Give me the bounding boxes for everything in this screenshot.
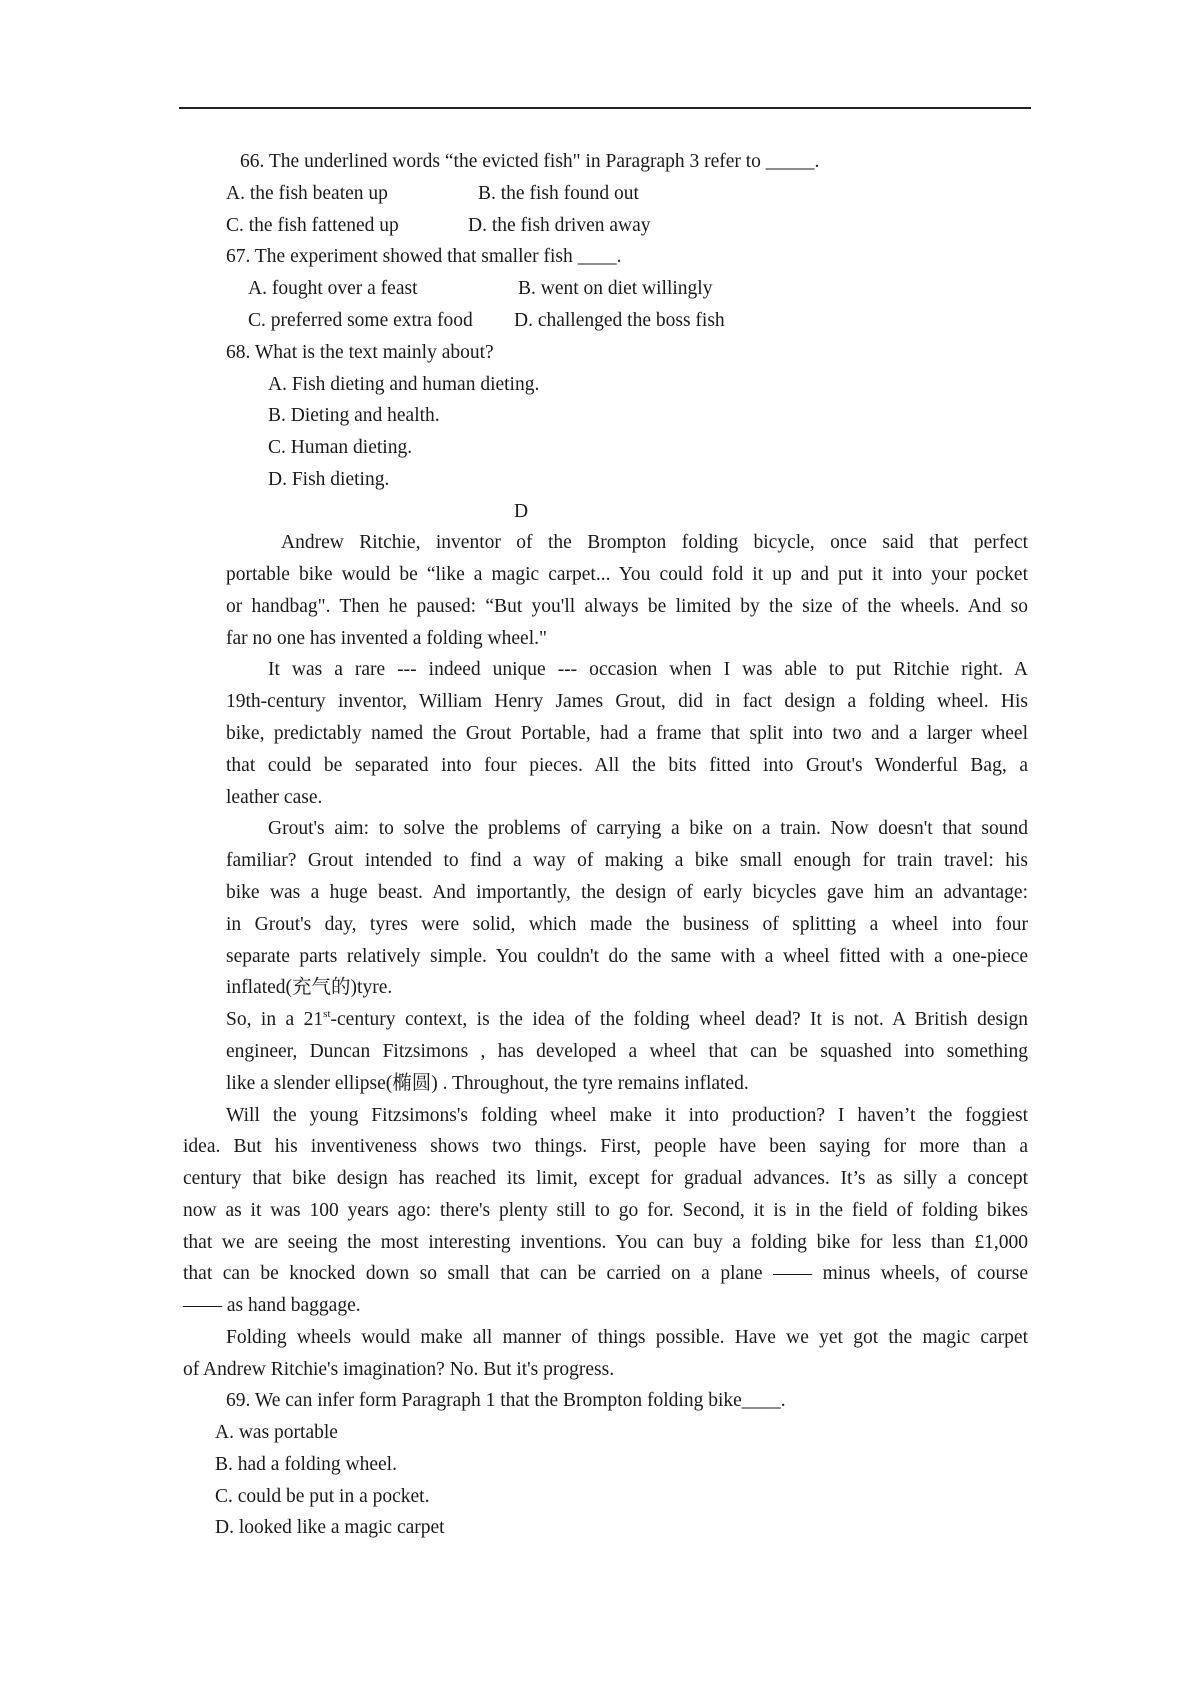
paragraph-5-line: —— as hand baggage. (183, 1295, 361, 1316)
paragraph-1-line: or handbag". Then he paused: “But you'll always be limited by the size of the wheels. And so (226, 596, 1028, 617)
paragraph-6-line: of Andrew Ritchie's imagination? No. But it's progress. (183, 1359, 615, 1380)
paragraph-4-line (226, 1008, 1028, 1032)
paragraph-5-line: that can be knocked down so small that can be carried on a plane —— minus wheels, of course (183, 1263, 1028, 1284)
paragraph-3-line: Grout's aim: to solve the problems of carrying a bike on a train. Now doesn't that sound (268, 818, 1028, 839)
paragraph-5-line: idea. But his inventiveness shows two things. First, people have been saying for more than a (183, 1136, 1028, 1157)
paragraph-2-line: It was a rare --- indeed unique --- occasion when I was able to put Ritchie right. A (268, 659, 1028, 680)
question-69-option-c: C. could be put in a pocket. (215, 1486, 430, 1507)
question-66-option-a: A. the fish beaten up (226, 183, 388, 204)
superscript-st: st (323, 1008, 331, 1020)
question-66-option-d: D. the fish driven away (468, 215, 651, 236)
paragraph-3-line: familiar? Grout intended to find a way of making a bike small enough for train travel: his (226, 850, 1028, 871)
paragraph-2-line: 19th-century inventor, William Henry James Grout, did in fact design a folding wheel. His (226, 691, 1028, 712)
question-66-stem: 66. The underlined words “the evicted fish" in Paragraph 3 refer to _____. (240, 151, 820, 172)
question-69-option-b: B. had a folding wheel. (215, 1454, 397, 1475)
paragraph-1-line: Andrew Ritchie, inventor of the Brompton folding bicycle, once said that perfect (281, 532, 1028, 553)
paragraph-3-line: bike was a huge beast. And importantly, the design of early bicycles gave him an advantage: (226, 882, 1028, 903)
paragraph-4-start: So, in a 21 (226, 1009, 324, 1030)
paragraph-5-line: Will the young Fitzsimons's folding wheel make it into production? I haven’t the foggiest (226, 1105, 1028, 1126)
paragraph-2-line: bike, predictably named the Grout Portable, had a frame that split into two and a larger wheel (226, 723, 1028, 744)
paragraph-3-line: in Grout's day, tyres were solid, which made the business of splitting a wheel into four (226, 914, 1028, 935)
question-69-stem: 69. We can infer form Paragraph 1 that the Brompton folding bike____. (226, 1390, 786, 1411)
paragraph-1-line: far no one has invented a folding wheel." (226, 628, 547, 649)
paragraph-2-line: leather case. (226, 787, 323, 808)
paragraph-4-rest: -century context, is the idea of the folding wheel dead? It is not. A British design (330, 1009, 1028, 1030)
question-66-option-c: C. the fish fattened up (226, 215, 399, 236)
paragraph-5-line: century that bike design has reached its limit, except for gradual advances. It’s as silly a concept (183, 1168, 1028, 1189)
header-rule (179, 107, 1031, 109)
paragraph-1-line: portable bike would be “like a magic carpet... You could fold it up and put it into your pocket (226, 564, 1028, 585)
question-68-option-d: D. Fish dieting. (268, 469, 390, 490)
paragraph-6-line: Folding wheels would make all manner of things possible. Have we yet got the magic carpet (226, 1327, 1028, 1348)
paragraph-3-line: separate parts relatively simple. You couldn't do the same with a wheel fitted with a one-piece (226, 946, 1028, 967)
question-68-option-b: B. Dieting and health. (268, 405, 440, 426)
question-67-option-b: B. went on diet willingly (518, 278, 713, 299)
question-67-stem: 67. The experiment showed that smaller fish ____. (226, 246, 622, 267)
paragraph-2-line: that could be separated into four pieces. All the bits fitted into Grout's Wonderful Bag, a (226, 755, 1028, 776)
question-68-stem: 68. What is the text mainly about? (226, 342, 494, 363)
question-68-option-c: C. Human dieting. (268, 437, 413, 458)
question-67-option-d: D. challenged the boss fish (514, 310, 725, 331)
question-69-option-d: D. looked like a magic carpet (215, 1517, 445, 1538)
question-68-option-a: A. Fish dieting and human dieting. (268, 374, 540, 395)
question-67-option-a: A. fought over a feast (248, 278, 418, 299)
section-title: D (514, 501, 529, 522)
question-67-option-c: C. preferred some extra food (248, 310, 473, 331)
paragraph-5-line: that we are seeing the most interesting inventions. You can buy a folding bike for less than £1,000 (183, 1232, 1028, 1253)
paragraph-5-line: now as it was 100 years ago: there's plenty still to go for. Second, it is in the field of folding bikes (183, 1200, 1028, 1221)
question-69-option-a: A. was portable (215, 1422, 338, 1443)
paragraph-4-line: engineer, Duncan Fitzsimons , has developed a wheel that can be squashed into something (226, 1041, 1028, 1062)
question-66-option-b: B. the fish found out (478, 183, 639, 204)
paragraph-3-line: inflated(充气的)tyre. (226, 977, 393, 998)
paragraph-4-line: like a slender ellipse(椭圆) . Throughout, the tyre remains inflated. (226, 1073, 749, 1094)
